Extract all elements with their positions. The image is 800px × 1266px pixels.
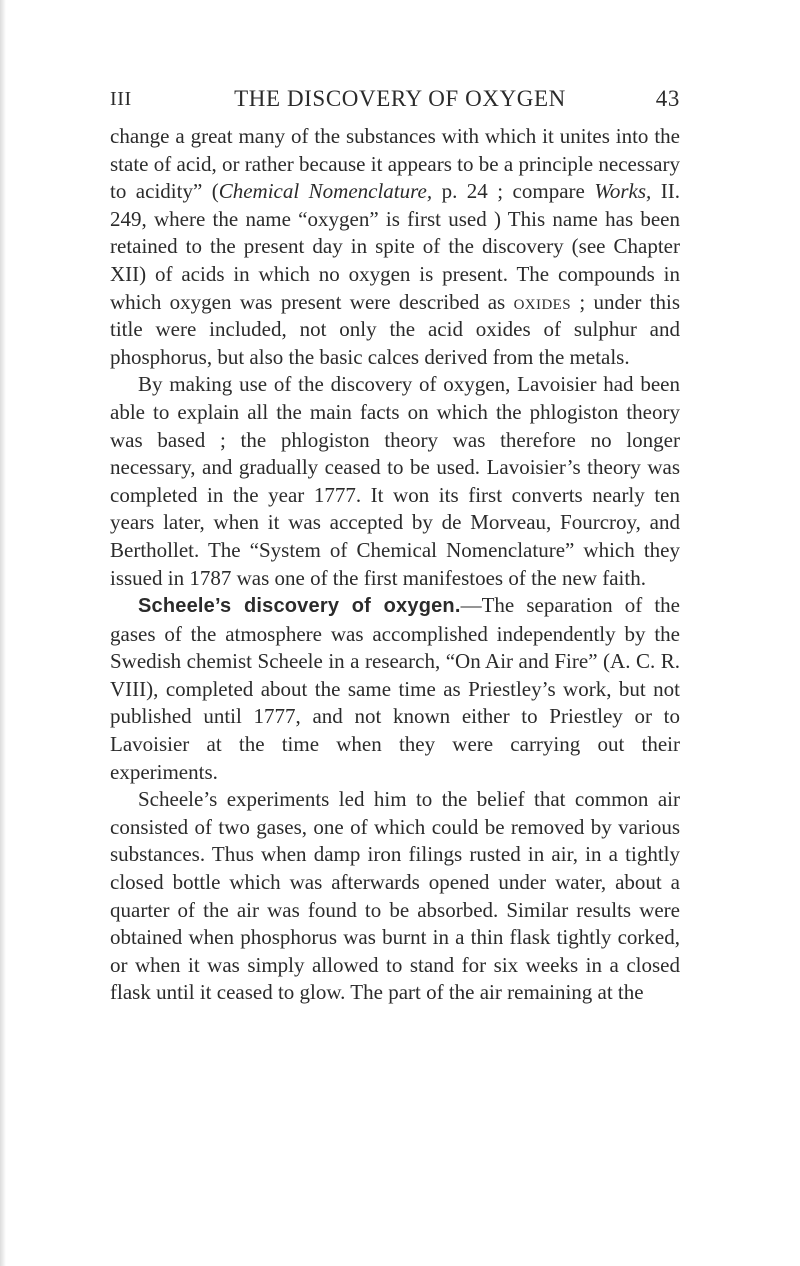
section-heading-scheele: Scheele’s discovery of oxygen.: [138, 595, 461, 618]
paragraph-4: Scheele’s experiments led him to the belief that common air consisted of two gases, one of which could be removed by various substances. Thus when damp iron filings rusted in air, in a tightly closed bottle which was afterwards opened under water, about a quarter of the air was found to be absorbed. Similar results were obtained when phosphorus was burnt in a thin flask tightly corked, or when it was simply allowed to stand for six weeks in a closed flask until it ceased to glow. The part of the air remaining at the: [110, 787, 680, 1005]
running-head: [110, 84, 680, 114]
body-text: [110, 123, 680, 1007]
paragraph-3: [110, 592, 680, 786]
running-title: THE DISCOVERY OF OXYGEN: [234, 86, 566, 111]
paragraph-1-text-b: p. 24 ; compare: [432, 179, 595, 204]
paragraph-1-text-a: change a great many of the substances with which it unites into the state of acid, or rather because it appears to be a principle necessary to acidity” (: [110, 124, 680, 204]
paragraph-3-text: —The separation of the gases of the atmosphere was accomplished independently by the Swedish chemist Scheele in a research, “On Air and Fire” (A. C. R. VIII), completed about the same time as Priestley’s work, but not published until 1777, and not known either to Priestley or to Lavoisier at the time when they were carrying out their experiments.: [110, 593, 681, 784]
page-edge-shadow: [0, 0, 6, 1266]
paragraph-2: By making use of the discovery of oxygen, Lavoisier had been able to explain all the main facts on which the phlogiston theory was based ; the phlogiston theory was therefore no longer necessary, and gradually ceased to be used. Lavoisier’s theory was completed in the year 1777. It won its first converts nearly ten years later, when it was accepted by de Morveau, Fourcroy, and Berthollet. The “System of Chemical Nomenclature” which they issued in 1787 was one of the first manifestoes of the new faith.: [110, 372, 680, 590]
page-number: 43: [655, 86, 680, 111]
italic-title-chemical-nomenclature: Chemical Nomenclature,: [218, 179, 433, 204]
paragraph-1-text-c: II. 249, where the name “oxygen” is first used ) This name has been retained to the present day in spite of the discovery (see Chapter XII) of acids in which no oxygen is present. The compounds in which oxygen was present were described as: [110, 179, 680, 314]
italic-title-works: Works,: [594, 179, 652, 204]
chapter-number: III: [110, 88, 132, 110]
small-caps-term-oxides: oxides: [513, 289, 571, 314]
paragraph-1: [110, 123, 680, 371]
paragraph-1-text-d: ; under this title were included, not only the acid oxides of sulphur and phosphorus, but also the basic calces derived from the metals.: [110, 289, 680, 369]
